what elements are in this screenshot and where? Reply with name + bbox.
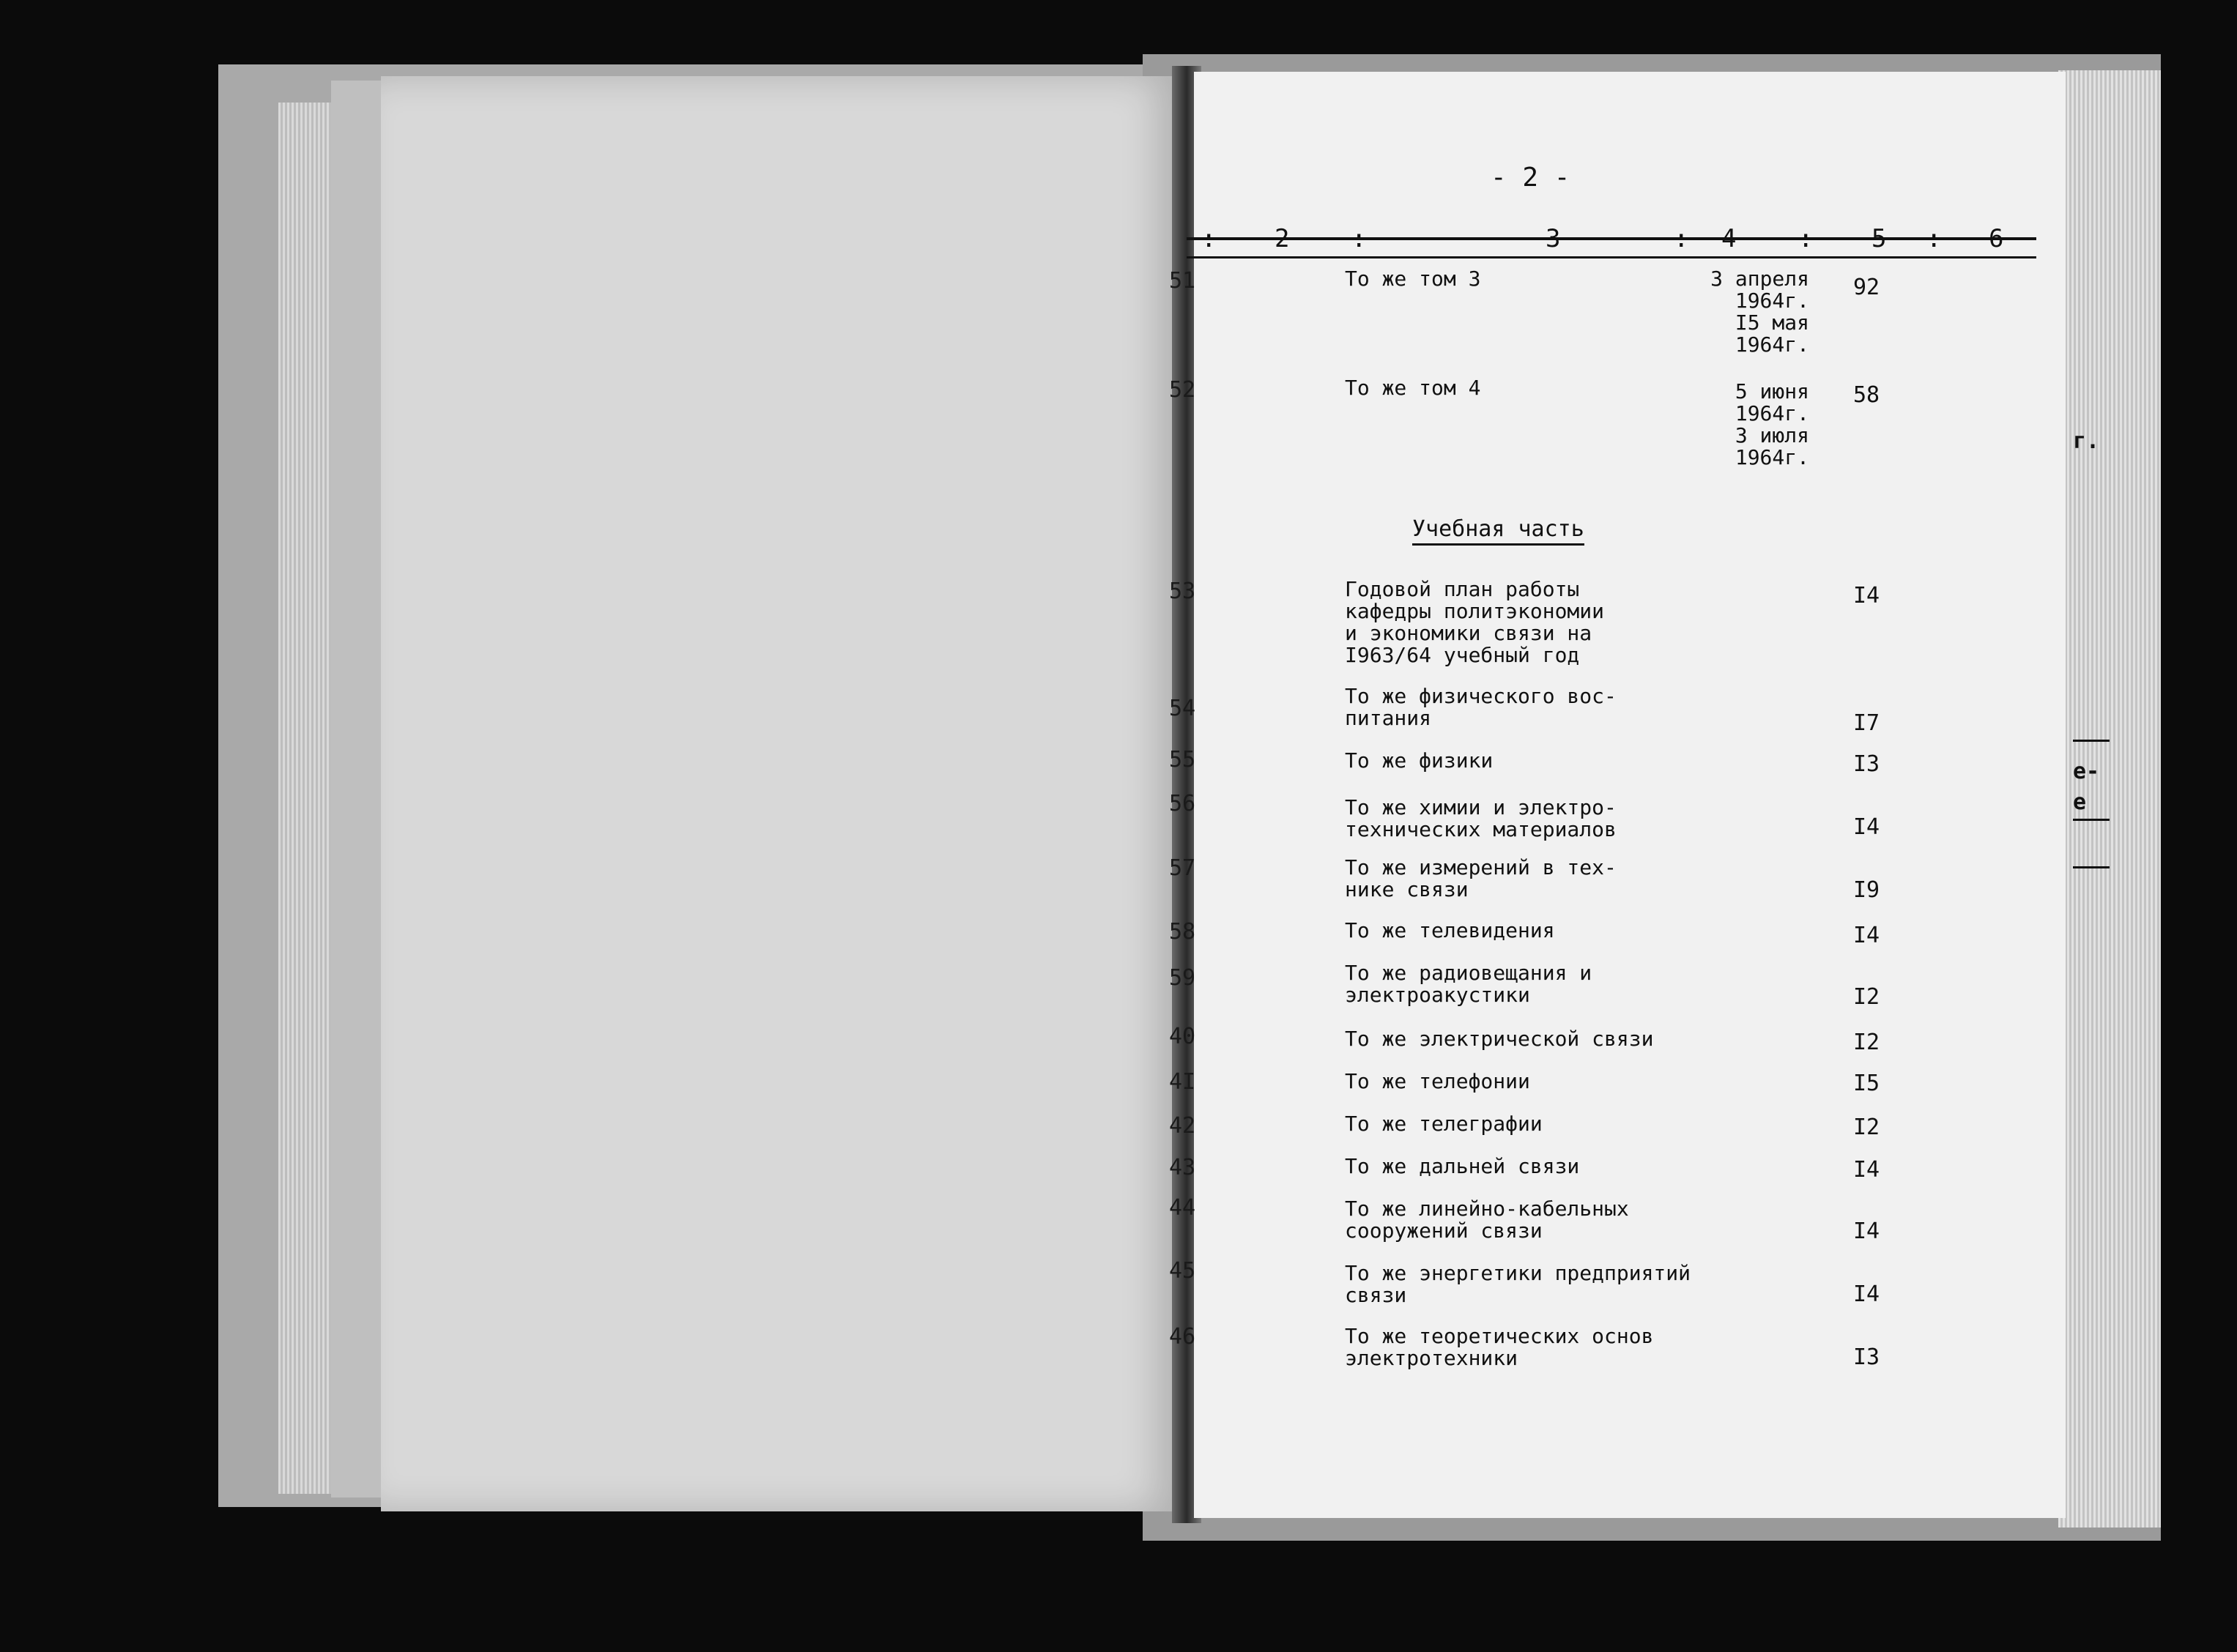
entry-sheet-count: I3 [1853, 1344, 1880, 1370]
header-column-4: 4 [1721, 224, 1737, 253]
entry-sheet-count: 58 [1853, 382, 1880, 408]
header-column-3: 3 [1546, 224, 1561, 253]
entry-sheet-count: I4 [1853, 814, 1880, 840]
entry-number: 55 [1169, 747, 1196, 773]
header-column-5: 5 [1871, 224, 1887, 253]
entry-date: 5 июня 1964г. 3 июля 1964г. [1735, 379, 1809, 469]
entry-number: 59 [1169, 965, 1196, 991]
right-margin-fragment: е [2073, 789, 2087, 815]
entry-number: 44 [1169, 1195, 1196, 1221]
right-margin-rule [2073, 740, 2110, 742]
entry-title: То же физического вос- питания [1345, 684, 1617, 730]
header-separator: : [1674, 224, 1689, 253]
header-separator: : [1351, 224, 1367, 253]
entry-number: 56 [1169, 791, 1196, 816]
entry-number: 52 [1169, 377, 1196, 403]
entry-title: То же том 4 [1345, 376, 1481, 400]
entry-title: То же линейно-кабельных сооружений связи [1345, 1197, 1629, 1243]
entry-sheet-count: I9 [1853, 877, 1880, 903]
entry-number: 58 [1169, 919, 1196, 945]
entry-number: 40 [1169, 1024, 1196, 1049]
tissue-overlay-sheet [381, 76, 1179, 1511]
page-number: - 2 - [1491, 163, 1570, 193]
page-edges-left [278, 103, 337, 1494]
entry-sheet-count: I3 [1853, 751, 1880, 777]
table-header-line-bottom [1187, 256, 2036, 258]
entry-sheet-count: I2 [1853, 1030, 1880, 1055]
entry-number: 45 [1169, 1258, 1196, 1284]
entry-sheet-count: I4 [1853, 1157, 1880, 1183]
entry-number: 54 [1169, 696, 1196, 721]
table-header-line-top [1187, 237, 2036, 240]
header-separator: : [1926, 224, 1942, 253]
entry-title: То же радиовещания и электроакустики [1345, 961, 1592, 1007]
entry-number: 53 [1169, 578, 1196, 604]
entry-date: 3 апреля 1964г. I5 мая 1964г. [1710, 267, 1809, 357]
entry-title: Годовой план работы кафедры политэкономии и экономики связи на I963/64 учебный год [1345, 577, 1605, 667]
right-margin-rule [2073, 819, 2110, 821]
entry-number: 42 [1169, 1113, 1196, 1139]
entry-title: То же телеграфии [1345, 1112, 1543, 1136]
entry-title: То же измерений в тех- нике связи [1345, 855, 1617, 901]
section-title: Учебная часть [1412, 516, 1584, 546]
entry-title: То же дальней связи [1345, 1154, 1580, 1178]
entry-title: То же физики [1345, 748, 1494, 773]
entry-number: 57 [1169, 855, 1196, 881]
entry-title: То же телефонии [1345, 1069, 1530, 1093]
header-column-6: 6 [1989, 224, 2004, 253]
entry-sheet-count: I4 [1853, 583, 1880, 609]
right-margin-fragment: г. [2073, 428, 2100, 454]
entry-title: То же энергетики предприятий связи [1345, 1261, 1691, 1307]
entry-sheet-count: I7 [1853, 710, 1880, 736]
entry-number: 4I [1169, 1069, 1196, 1095]
entry-title: То же телевидения [1345, 918, 1555, 942]
entry-number: 51 [1169, 268, 1196, 294]
entry-title: То же теоретических основ электротехники [1345, 1324, 1654, 1370]
entry-sheet-count: I4 [1853, 1218, 1880, 1244]
header-separator: : [1798, 224, 1814, 253]
entry-title: То же том 3 [1345, 267, 1481, 291]
entry-sheet-count: I2 [1853, 984, 1880, 1010]
entry-number: 43 [1169, 1155, 1196, 1180]
entry-number: 46 [1169, 1324, 1196, 1350]
right-margin-rule [2073, 866, 2110, 868]
entry-sheet-count: I4 [1853, 1281, 1880, 1307]
right-margin-fragment: е- [2073, 759, 2100, 784]
header-column-2: 2 [1275, 224, 1290, 253]
entry-sheet-count: I5 [1853, 1071, 1880, 1096]
entry-sheet-count: I2 [1853, 1115, 1880, 1140]
entry-title: То же химии и электро- технических материалов [1345, 795, 1617, 841]
header-separator: : [1201, 224, 1217, 253]
entry-sheet-count: I4 [1853, 923, 1880, 948]
entry-title: То же электрической связи [1345, 1027, 1654, 1051]
entry-sheet-count: 92 [1853, 275, 1880, 300]
